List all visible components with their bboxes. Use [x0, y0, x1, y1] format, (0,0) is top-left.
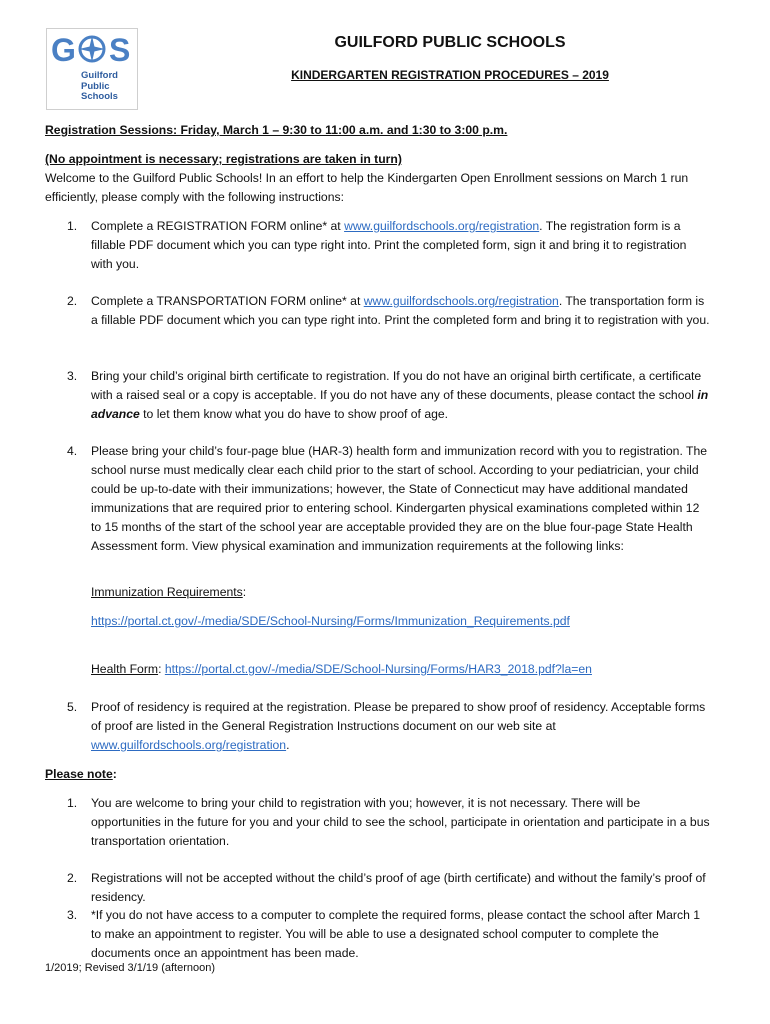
item-number: 3. — [67, 369, 78, 383]
immunization-label: Immunization Requirements — [91, 585, 243, 599]
note-number: 3. — [67, 908, 78, 922]
item-text: Proof of residency is required at the registration. Please be prepared to show proof of residency. Acceptable forms of proof are listed in the General Registration Instructions document on our web site at — [91, 700, 706, 733]
immunization-link-line — [91, 612, 711, 631]
logo-line-3: Schools — [81, 91, 118, 102]
health-form-label: Health Form — [91, 662, 159, 676]
logo-line-2: Public — [81, 80, 110, 92]
list-item — [91, 698, 711, 755]
logo-letter-g: G — [51, 32, 76, 68]
no-appointment-note: (No appointment is necessary; registrations are taken in turn) — [45, 152, 402, 166]
logo-line-1: Guilford — [81, 70, 118, 81]
list-item: Please bring your child’s four-page blue (HAR-3) health form and immunization record with you to registration. The school nurse must medically clear each child prior to the start of school. According to your pediatrician, your child could be up-to-date with their immunizations; however, the State of Connecticut may have additional mandated immunizations that are required prior to entering school. Kindergarten physical examinations completed within 12 to 15 months of the start of the school year are acceptable provided they are on the blue four-page State Health Assessment form. View physical examination and immunization requirements at the following links: — [91, 444, 707, 553]
page-subtitle: KINDERGARTEN REGISTRATION PROCEDURES – 2019 — [291, 68, 609, 82]
item-text: . — [286, 738, 290, 752]
please-note-heading — [45, 765, 715, 784]
item-number: 4. — [67, 444, 78, 458]
page-title: GUILFORD PUBLIC SCHOOLS — [334, 34, 566, 51]
note-number: 1. — [67, 796, 78, 810]
please-note-label: Please note — [45, 767, 113, 781]
immunization-link[interactable]: https://portal.ct.gov/-/media/SDE/School-Nursing/Forms/Immunization_Requirements.pdf — [91, 614, 570, 628]
logo-letter-s: S — [109, 32, 131, 68]
note-item: *If you do not have access to a computer to complete the required forms, please contact the school after March 1 to make an appointment to register. You will be able to use a designated school computer to complete the documents once an appointment has been made. — [91, 908, 701, 960]
list-item — [91, 367, 711, 424]
revision-footer: 1/2019; Revised 3/1/19 (afternoon) — [45, 962, 216, 974]
list-item — [91, 217, 711, 274]
item-number: 5. — [67, 700, 78, 714]
registration-sessions: Registration Sessions: Friday, March 1 – 9:30 to 11:00 a.m. and 1:30 to 3:00 p.m. — [45, 123, 508, 137]
item-number: 2. — [67, 294, 78, 308]
registration-link[interactable]: www.guilfordschools.org/registration — [91, 738, 287, 752]
colon: : — [242, 585, 247, 599]
item-text: . The transportation form is a fillable PDF document which you can type right into. Print the completed form and bring it to registration with you. — [91, 294, 710, 327]
item-text: Bring your child’s original birth certificate to registration. If you do not have an original birth certificate, a certificate with a raised seal or a copy is acceptable. If you do not have any of these documents, please contact the school — [91, 369, 702, 402]
note-item: You are welcome to bring your child to registration with you; however, it is not necessary. There will be opportunities in the future for you and your child to see the school, participate in orientation and participate in a bus transportation orientation. — [91, 796, 710, 848]
note-item: Registrations will not be accepted without the child’s proof of age (birth certificate) and without the family’s proof of residency. — [91, 871, 706, 904]
item-text: . The registration form is a fillable PDF document which you can type right into. Print the completed form, sign it and bring it to registration with you. — [91, 219, 687, 271]
list-item — [91, 292, 711, 330]
item-text: to let them know what you do have to show proof of age. — [139, 407, 449, 421]
item-text: Complete a TRANSPORTATION FORM online* at — [91, 294, 364, 308]
health-form-line — [91, 660, 711, 679]
item-number: 1. — [67, 219, 78, 233]
note-number: 2. — [67, 871, 78, 885]
colon: : — [112, 767, 117, 781]
health-form-link[interactable]: https://portal.ct.gov/-/media/SDE/School-Nursing/Forms/HAR3_2018.pdf?la=en — [164, 662, 592, 676]
emphasis-text: in advance — [91, 388, 709, 421]
registration-link[interactable]: www.guilfordschools.org/registration — [344, 219, 540, 233]
item-text: Complete a REGISTRATION FORM online* at — [91, 219, 345, 233]
registration-link[interactable]: www.guilfordschools.org/registration — [363, 294, 559, 308]
welcome-text: Welcome to the Guilford Public Schools! In an effort to help the Kindergarten Open Enrollment sessions on March 1 run efficiently, please comply with the following instructions: — [45, 171, 689, 204]
colon: : — [158, 662, 165, 676]
immunization-label-line — [91, 583, 711, 602]
